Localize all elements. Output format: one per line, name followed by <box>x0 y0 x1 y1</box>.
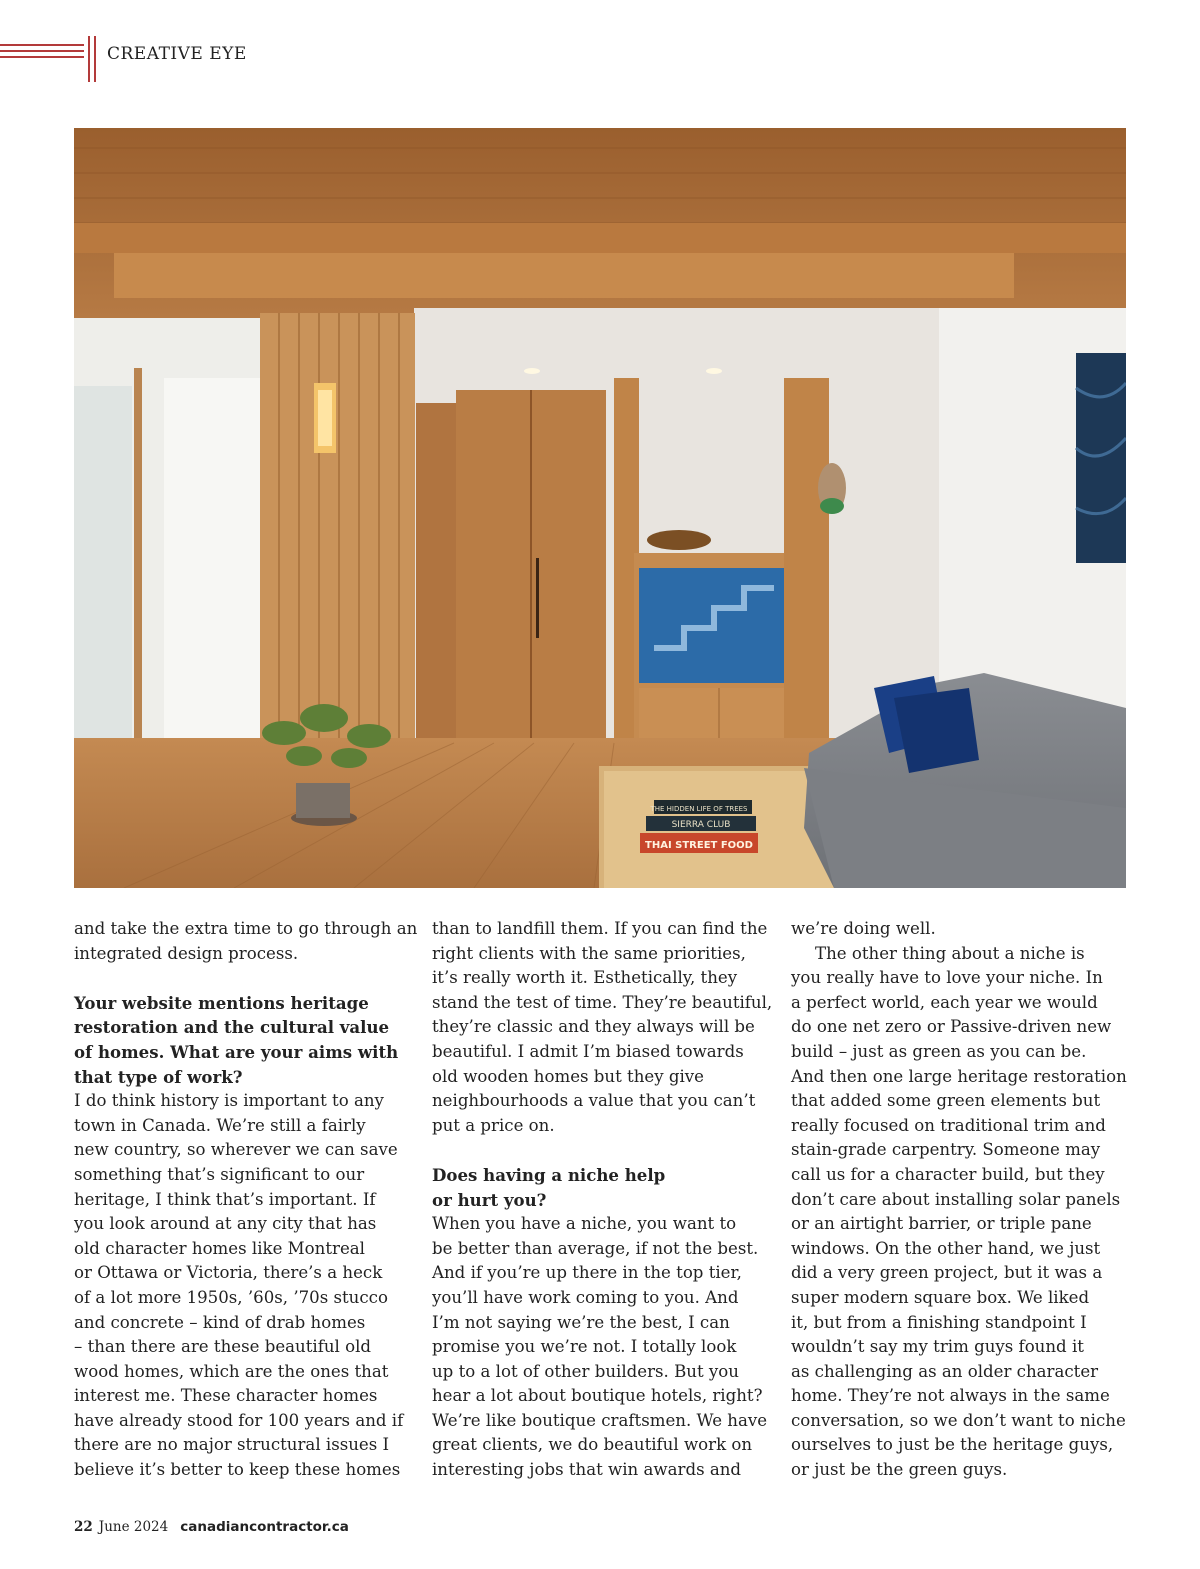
paragraph-love-your-niche: The other thing about a niche is you really have to love your niche. In a perfect world, each year we would do one net zero or Passive-driven new build – just as green as you can be. And then one large heritage restoration that added some green elements but really focused on traditional trim and stain-grade carpentry. Someone may call us for a character build, but they don’t care about installing solar panels or an airtight barrier, or triple pane windows. On the other hand, we just did a very green project, but it was a super modern square box. We liked it, but from a finishing standpoint I wouldn’t say my trim guys found it as challenging as an older character home. They’re not always in the same conversation, so we don’t want to niche ourselves to just be the heritage guys, or just be the green guys. <box>791 943 1127 1480</box>
interior-photo <box>74 128 1126 888</box>
paragraph-heritage-continued: than to landfill them. If you can find the right clients with the same priorities, it’s really worth it. Esthetically, they stand the test of time. They’re beautiful, they’re classic and they always will be beautiful. I admit I’m biased towards old wooden homes but they give neighbourhoods a value that you can’t put a price on. <box>432 919 773 1135</box>
question-heading-heritage: Your website mentions heritage restoration and the cultural value of homes. What are your aims with that type of work? <box>74 992 399 1087</box>
question-heading-niche: Does having a niche help or hurt you? <box>432 1164 666 1210</box>
book-title-3: THAI STREET FOOD <box>645 840 753 851</box>
paragraph-niche-continued: we’re doing well. <box>791 919 936 938</box>
book-title-1: THE HIDDEN LIFE OF TREES <box>650 805 748 813</box>
answer-heritage: I do think history is important to any town in Canada. We’re still a fairly new country, so wherever we can save something that’s significant to our heritage, I think that’s important. If you look around at any city that has old character homes like Montreal or Ottawa or Victoria, there’s a heck of a lot more 1950s, ’60s, ’70s stucco and concrete – kind of drab homes – than there are these beautiful old wood homes, which are the ones that interest me. These character homes have already stood for 100 years and if there are no major structural issues I believe it’s better to keep these homes <box>74 1091 404 1480</box>
book-title-2: SIERRA CLUB <box>671 820 731 830</box>
page-number: 22 <box>74 1519 93 1535</box>
interior-photo-illustration <box>74 128 1126 888</box>
header-rule-lines <box>0 44 84 66</box>
answer-niche: When you have a niche, you want to be better than average, if not the best. And if you’re up there in the top tier, you’ll have work coming to you. And I’m not saying we’re the best, I can promise you we’re not. I totally look up to a lot of other builders. But you hear a lot about boutique hotels, right? We’re like boutique craftsmen. We have great clients, we do beautiful work on interesting jobs that win awards and <box>432 1214 768 1480</box>
article-column-3 <box>791 917 1136 1483</box>
section-label: CREATIVE EYE <box>107 44 247 64</box>
page-footer <box>74 1519 349 1535</box>
site-url: canadiancontractor.ca <box>180 1519 349 1535</box>
header-vertical-bars <box>88 36 102 82</box>
article-column-2 <box>432 917 772 1483</box>
article-column-1 <box>74 917 418 1483</box>
issue-date: June 2024 <box>98 1519 169 1535</box>
paragraph-continued: and take the extra time to go through an integrated design process. <box>74 919 418 963</box>
